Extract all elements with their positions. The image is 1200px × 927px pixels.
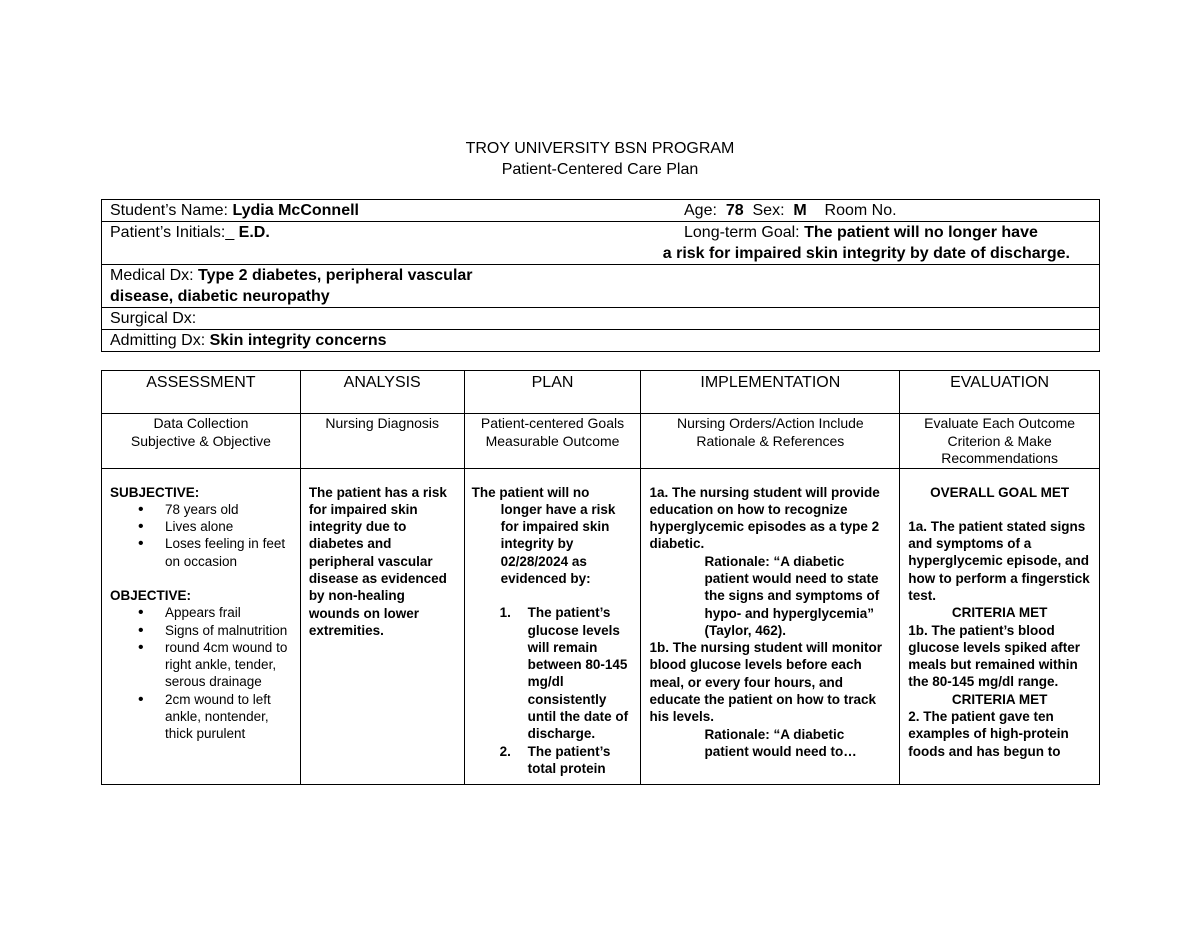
col-sub-line: Nursing Orders/Action Include [676, 415, 864, 431]
outcome-number: 2. [499, 743, 511, 759]
plan-intro-1: The patient will no [471, 484, 590, 500]
list-item: • Loses feeling in feet on occasion [110, 535, 292, 570]
list-item [473, 743, 633, 778]
col-sub-line: Nursing Diagnosis [325, 415, 439, 431]
plan-intro-2: longer have a risk for impaired skin integrity by 02/28/2024 as evidenced by: [500, 501, 616, 586]
col-sub-implementation [641, 414, 900, 469]
col-sub-line: Data Collection [153, 415, 249, 431]
medical-dx-label: Medical Dx: [110, 267, 194, 284]
subjective-label: SUBJECTIVE: [110, 484, 200, 500]
col-sub-line: Subjective & Objective [130, 432, 271, 449]
admitting-dx-value: Skin integrity concerns [209, 332, 387, 349]
criteria-met-badge: CRITERIA MET [951, 691, 1048, 707]
evaluation-cell [900, 468, 1100, 784]
list-item: • Signs of malnutrition [110, 622, 292, 639]
goal-value-1: The patient will no longer have [804, 224, 1038, 241]
criteria-met-badge: CRITERIA MET [951, 605, 1048, 621]
student-name-value: Lydia McConnell [232, 202, 359, 219]
goal-label: Long-term Goal: [684, 224, 800, 241]
initials-label: Patient’s Initials:_ [110, 224, 235, 241]
plan-cell [464, 468, 641, 784]
column-header-row [102, 371, 1100, 414]
rationale-1a: Rationale: “A diabetic patient would need to state the signs and symptoms of hypo- and hyperglycemia” (Taylor, 462). [704, 553, 880, 638]
program-title: TROY UNIVERSITY BSN PROGRAM [465, 140, 735, 157]
objective-list [110, 604, 292, 742]
col-header-implementation: IMPLEMENTATION [641, 371, 900, 414]
age-value: 78 [725, 202, 744, 219]
col-sub-evaluation [900, 414, 1100, 469]
action-1a: 1a. The nursing student will provide education on how to recognize hyperglycemic episodes as a type 2 diabetic. [649, 484, 880, 552]
subjective-list [110, 501, 292, 570]
evaluation-2: 2. The patient gave ten examples of high-protein foods and has begun to [908, 709, 1069, 759]
analysis-cell [300, 468, 464, 784]
col-sub-line: Recommendations [941, 450, 1058, 466]
list-item: • 78 years old [110, 501, 292, 518]
list-item: • round 4cm wound to right ankle, tender, serous drainage [110, 639, 292, 691]
medical-dx-value-2: disease, diabetic neuropathy [110, 288, 330, 305]
document-title [0, 138, 1200, 180]
list-item: • Lives alone [110, 518, 292, 535]
evaluation-1a: 1a. The patient stated signs and symptoms of a hyperglycemic episode, and how to perform a fingerstick test. [908, 518, 1090, 603]
patient-info-table [101, 199, 1100, 352]
assessment-cell [102, 468, 301, 784]
info-row-surgical [102, 308, 1100, 330]
outcome-number: 1. [499, 605, 511, 621]
info-row-admitting [102, 330, 1100, 352]
admitting-dx-label: Admitting Dx: [110, 332, 206, 349]
nursing-diagnosis: The patient has a risk for impaired skin integrity due to diabetes and peripheral vascular disease as evidenced by non-healing wounds on lower extremities. [308, 484, 447, 638]
outcome-text: The patient’s total protein [527, 743, 611, 776]
info-row-student [102, 200, 1100, 222]
col-sub-line: Measurable Outcome [485, 432, 620, 449]
col-sub-line: Evaluate Each Outcome [924, 415, 1076, 431]
column-subheader-row [102, 414, 1100, 469]
col-sub-plan [464, 414, 641, 469]
action-1b: 1b. The nursing student will monitor blood glucose levels before each meal, or every four hours, and educate the patient on how to track his levels. [649, 640, 882, 725]
col-sub-line: Patient-centered Goals [480, 415, 625, 431]
info-row-medical [102, 265, 1100, 308]
age-label: Age: [684, 202, 717, 219]
care-plan-table [101, 370, 1100, 785]
outcome-text: The patient’s glucose levels will remain between 80-145 mg/dl consistently until the date of discharge. [527, 605, 629, 742]
objective-label: OBJECTIVE: [110, 587, 192, 603]
care-plan-subtitle: Patient-Centered Care Plan [501, 161, 699, 178]
surgical-dx-label: Surgical Dx: [110, 310, 197, 327]
care-plan-body-row [102, 468, 1100, 784]
list-item [473, 604, 633, 742]
list-item: • 2cm wound to left ankle, nontender, thick purulent [110, 691, 292, 743]
col-sub-assessment [102, 414, 301, 469]
goal-value-2: a risk for impaired skin integrity by date of discharge. [662, 245, 1070, 262]
initials-value: E.D. [238, 224, 270, 241]
col-header-evaluation: EVALUATION [900, 371, 1100, 414]
sex-label: Sex: [752, 202, 785, 219]
plan-outcome-list [473, 604, 633, 777]
sex-value: M [793, 202, 807, 219]
col-sub-analysis [300, 414, 464, 469]
col-sub-line: Criterion & Make [947, 432, 1052, 449]
col-sub-line: Rationale & References [696, 432, 845, 449]
col-header-assessment: ASSESSMENT [102, 371, 301, 414]
info-row-goal [102, 222, 1100, 265]
implementation-cell [641, 468, 900, 784]
room-label: Room No. [824, 202, 897, 219]
list-item: • Appears frail [110, 604, 292, 621]
rationale-1b: Rationale: “A diabetic patient would need to… [704, 726, 857, 759]
overall-goal-status: OVERALL GOAL MET [930, 484, 1070, 500]
col-header-plan: PLAN [464, 371, 641, 414]
student-name-label: Student’s Name: [110, 202, 228, 219]
medical-dx-value-1: Type 2 diabetes, peripheral vascular [198, 267, 473, 284]
col-header-analysis: ANALYSIS [300, 371, 464, 414]
evaluation-1b: 1b. The patient’s blood glucose levels spiked after meals but remained within the 80-145 mg/dl range. [908, 622, 1081, 690]
